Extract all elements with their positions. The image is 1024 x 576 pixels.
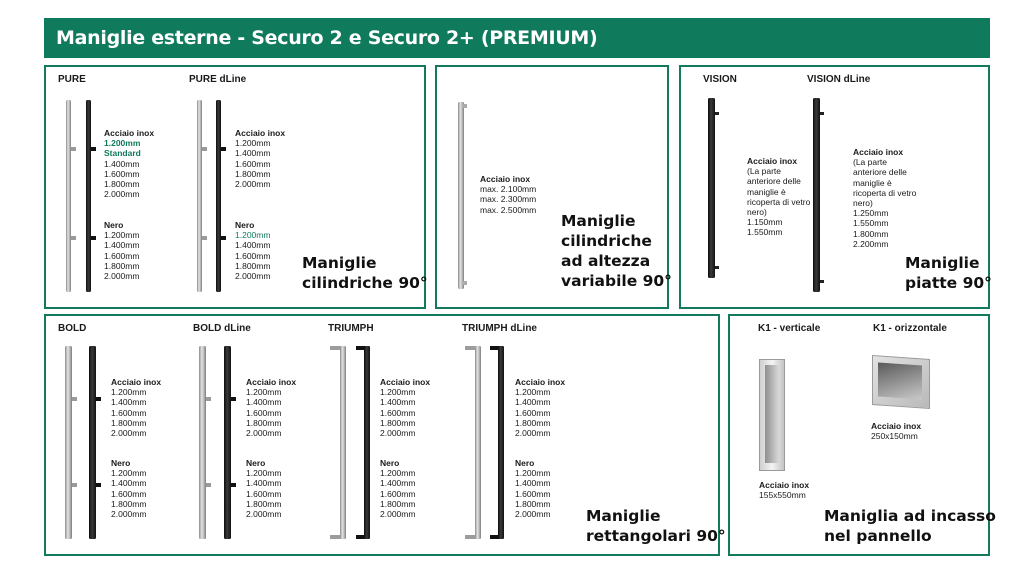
bold-black-mount bbox=[96, 483, 101, 487]
spec-line: nero) bbox=[853, 198, 873, 209]
spec-size: 1.200mm bbox=[515, 387, 551, 398]
spec-size: 1.600mm bbox=[104, 168, 140, 179]
category-line: ad altezza bbox=[561, 252, 651, 270]
pure-dline-black-mount bbox=[221, 236, 226, 240]
category-line: rettangolari 90° bbox=[586, 527, 726, 545]
variable-handle-mount bbox=[463, 281, 467, 285]
product-name-k1-vertical: K1 - verticale bbox=[758, 323, 821, 334]
spec-size: 1.600mm bbox=[246, 488, 282, 499]
spec-size: 1.800mm bbox=[235, 260, 271, 271]
spec-size: 1.400mm bbox=[111, 478, 147, 489]
pure-black-specs bbox=[104, 220, 139, 281]
variable-handle-mount bbox=[463, 104, 467, 108]
spec-line: (La parte bbox=[747, 166, 782, 177]
spec-title: Acciaio inox bbox=[853, 147, 904, 157]
spec-title: Acciaio inox bbox=[380, 377, 431, 387]
bold-dline-black-mount bbox=[231, 483, 236, 487]
spec-size: 1.400mm bbox=[380, 397, 416, 408]
pure-dline-steel-specs bbox=[235, 128, 285, 189]
bold-steel-specs bbox=[111, 377, 161, 438]
product-name-pure: PURE bbox=[58, 74, 86, 85]
spec-size: 1.200mm bbox=[515, 468, 551, 479]
category-line: Maniglia ad incasso bbox=[824, 507, 996, 525]
triumph-dline-black-specs bbox=[515, 458, 550, 519]
spec-size: 1.400mm bbox=[235, 148, 271, 159]
spec-size: 1.800mm bbox=[246, 498, 282, 509]
spec-size: 2.000mm bbox=[380, 428, 416, 439]
spec-size: 1.200mm bbox=[104, 230, 140, 241]
triumph-dline-steel-specs bbox=[515, 377, 565, 438]
k1-vertical-specs bbox=[759, 480, 809, 500]
spec-size: 1.800mm bbox=[853, 228, 889, 239]
k1-horizontal-recess bbox=[878, 362, 922, 399]
spec-size: max. 2.100mm bbox=[480, 184, 537, 195]
spec-size: 1.200mm bbox=[111, 468, 147, 479]
pure-steel-specs bbox=[104, 128, 154, 199]
triumph-dline-black-grip bbox=[498, 346, 504, 539]
spec-line: (La parte bbox=[853, 157, 888, 168]
spec-size: 1.600mm bbox=[380, 488, 416, 499]
spec-size: 2.000mm bbox=[246, 509, 282, 520]
spec-size: 1.200mm bbox=[111, 387, 147, 398]
spec-size: 1.200mm bbox=[246, 387, 282, 398]
spec-size: 1.800mm bbox=[380, 417, 416, 428]
triumph-steel-specs bbox=[380, 377, 430, 438]
page-title: Maniglie esterne - Securo 2 e Securo 2+ (PREMIUM) bbox=[56, 27, 598, 49]
spec-line: maniglie è bbox=[853, 177, 892, 188]
product-name-vision: VISION bbox=[703, 74, 737, 85]
product-name-triumph: TRIUMPH bbox=[328, 323, 374, 334]
spec-line: ricoperta di vetro bbox=[747, 196, 811, 207]
spec-size: max. 2.500mm bbox=[480, 204, 537, 215]
category-line: Maniglie bbox=[586, 507, 661, 525]
spec-size: 1.200mm bbox=[380, 387, 416, 398]
vision-dline-handle-mount bbox=[820, 280, 824, 283]
spec-title: Acciaio inox bbox=[246, 377, 297, 387]
pure-steel-mount bbox=[71, 147, 76, 151]
spec-size: 1.600mm bbox=[515, 407, 551, 418]
spec-size: 1.200mm bbox=[235, 230, 271, 241]
spec-size: 1.600mm bbox=[380, 407, 416, 418]
category-line: Maniglie bbox=[905, 254, 980, 272]
spec-title: Acciaio inox bbox=[111, 377, 162, 387]
bold-dline-steel-mount bbox=[206, 483, 211, 487]
k1-horizontal-specs bbox=[871, 421, 921, 441]
triumph-black-grip bbox=[364, 346, 370, 539]
spec-line: anteriore delle bbox=[747, 176, 801, 187]
spec-size: 1.800mm bbox=[104, 179, 140, 190]
product-name-bold-dline: BOLD dLine bbox=[193, 323, 251, 334]
spec-size: 1.800mm bbox=[246, 417, 282, 428]
spec-size: 1.600mm bbox=[111, 488, 147, 499]
k1-vertical-recess bbox=[765, 365, 779, 463]
category-line: cilindriche bbox=[561, 232, 652, 250]
vision-dline-specs bbox=[853, 147, 916, 249]
pure-steel-mount bbox=[71, 236, 76, 240]
spec-size: max. 2.300mm bbox=[480, 194, 537, 205]
spec-size: 1.400mm bbox=[515, 397, 551, 408]
spec-size: 2.000mm bbox=[246, 428, 282, 439]
spec-line: anteriore delle bbox=[853, 167, 907, 178]
spec-size: 1.200mm bbox=[380, 468, 416, 479]
vision-handle-mount bbox=[715, 112, 719, 115]
spec-size: 1.200mm bbox=[104, 138, 141, 149]
triumph-steel-grip bbox=[340, 346, 346, 539]
pure-black-mount bbox=[91, 236, 96, 240]
bold-steel-mount bbox=[72, 483, 77, 487]
spec-size: 1.800mm bbox=[380, 498, 416, 509]
spec-title: Acciaio inox bbox=[235, 128, 286, 138]
spec-title: Nero bbox=[104, 220, 124, 230]
bold-dline-steel-specs bbox=[246, 377, 296, 438]
bold-dline-steel-mount bbox=[206, 397, 211, 401]
pure-dline-steel-mount bbox=[202, 236, 207, 240]
spec-size: 2.000mm bbox=[111, 509, 147, 520]
spec-size: 2.000mm bbox=[235, 179, 271, 190]
spec-size: 1.150mm bbox=[747, 217, 783, 228]
bold-steel-mount bbox=[72, 397, 77, 401]
category-line: piatte 90° bbox=[905, 274, 992, 292]
spec-size: 1.200mm bbox=[235, 138, 271, 149]
spec-title: Acciaio inox bbox=[480, 174, 531, 184]
triumph-black-specs bbox=[380, 458, 415, 519]
spec-title: Acciaio inox bbox=[871, 421, 922, 431]
spec-size: 155x550mm bbox=[759, 490, 806, 501]
spec-standard-label: Standard bbox=[104, 148, 141, 159]
category-line: Maniglie bbox=[302, 254, 377, 272]
spec-size: 1.400mm bbox=[380, 478, 416, 489]
bold-dline-black-specs bbox=[246, 458, 281, 519]
spec-size: 1.400mm bbox=[104, 158, 140, 169]
category-title-cylindrical bbox=[302, 253, 428, 293]
bold-black-specs bbox=[111, 458, 146, 519]
category-title-flat bbox=[905, 253, 992, 293]
vision-dline-handle-mount bbox=[820, 112, 824, 115]
spec-size: 2.000mm bbox=[111, 428, 147, 439]
variable-handle-image bbox=[458, 102, 464, 289]
spec-size: 1.800mm bbox=[515, 417, 551, 428]
spec-size: 1.600mm bbox=[235, 250, 271, 261]
spec-size: 1.800mm bbox=[111, 498, 147, 509]
vision-handle-image bbox=[708, 98, 715, 278]
spec-size: 2.200mm bbox=[853, 238, 889, 249]
product-name-vision-dline: VISION dLine bbox=[807, 74, 871, 85]
bold-dline-black-mount bbox=[231, 397, 236, 401]
category-line: cilindriche 90° bbox=[302, 274, 428, 292]
spec-size: 2.000mm bbox=[515, 428, 551, 439]
spec-size: 2.000mm bbox=[515, 509, 551, 520]
bold-dline-black-handle-image bbox=[224, 346, 231, 539]
product-name-pure-dline: PURE dLine bbox=[189, 74, 247, 85]
bold-steel-handle-image bbox=[65, 346, 72, 539]
pure-steel-handle-image bbox=[66, 100, 71, 292]
pure-dline-black-handle-image bbox=[216, 100, 221, 292]
pure-dline-black-specs bbox=[235, 220, 270, 281]
spec-title: Nero bbox=[111, 458, 131, 468]
pure-black-handle-image bbox=[86, 100, 91, 292]
bold-black-mount bbox=[96, 397, 101, 401]
bold-dline-steel-handle-image bbox=[199, 346, 206, 539]
spec-title: Nero bbox=[515, 458, 535, 468]
spec-title: Acciaio inox bbox=[104, 128, 155, 138]
spec-title: Nero bbox=[380, 458, 400, 468]
spec-size: 250x150mm bbox=[871, 431, 918, 442]
bold-black-handle-image bbox=[89, 346, 96, 539]
spec-size: 1.400mm bbox=[246, 478, 282, 489]
spec-size: 1.550mm bbox=[853, 218, 889, 229]
spec-size: 2.000mm bbox=[235, 271, 271, 282]
pure-dline-steel-mount bbox=[202, 147, 207, 151]
category-title-variable bbox=[561, 211, 672, 291]
vision-specs bbox=[747, 156, 810, 238]
spec-size: 1.800mm bbox=[235, 168, 271, 179]
spec-size: 2.000mm bbox=[104, 271, 140, 282]
vision-handle-mount bbox=[715, 266, 719, 269]
spec-size: 1.200mm bbox=[246, 468, 282, 479]
spec-size: 1.400mm bbox=[111, 397, 147, 408]
product-name-k1-horizontal: K1 - orizzontale bbox=[873, 323, 947, 334]
pure-dline-black-mount bbox=[221, 147, 226, 151]
spec-title: Nero bbox=[246, 458, 266, 468]
spec-title: Acciaio inox bbox=[747, 156, 798, 166]
page-header bbox=[44, 18, 990, 58]
category-line: Maniglie bbox=[561, 212, 636, 230]
category-title-recessed bbox=[824, 506, 996, 546]
spec-size: 1.400mm bbox=[246, 397, 282, 408]
spec-size: 1.400mm bbox=[515, 478, 551, 489]
triumph-dline-steel-grip bbox=[475, 346, 481, 539]
spec-size: 1.800mm bbox=[104, 260, 140, 271]
spec-size: 1.800mm bbox=[111, 417, 147, 428]
spec-size: 1.400mm bbox=[104, 240, 140, 251]
spec-title: Acciaio inox bbox=[759, 480, 810, 490]
spec-size: 1.250mm bbox=[853, 208, 889, 219]
spec-size: 1.400mm bbox=[235, 240, 271, 251]
pure-dline-steel-handle-image bbox=[197, 100, 202, 292]
spec-line: ricoperta di vetro bbox=[853, 187, 917, 198]
spec-size: 1.600mm bbox=[246, 407, 282, 418]
spec-line: nero) bbox=[747, 207, 767, 218]
vision-dline-handle-image bbox=[813, 98, 820, 292]
pure-black-mount bbox=[91, 147, 96, 151]
spec-size: 1.600mm bbox=[104, 250, 140, 261]
variable-steel-specs bbox=[480, 174, 536, 215]
spec-size: 1.550mm bbox=[747, 227, 783, 238]
spec-title: Acciaio inox bbox=[515, 377, 566, 387]
category-line: nel pannello bbox=[824, 527, 932, 545]
spec-size: 1.600mm bbox=[515, 488, 551, 499]
spec-size: 1.800mm bbox=[515, 498, 551, 509]
spec-size: 2.000mm bbox=[380, 509, 416, 520]
spec-line: maniglie è bbox=[747, 186, 786, 197]
category-title-rectangular bbox=[586, 506, 726, 546]
product-name-bold: BOLD bbox=[58, 323, 87, 334]
spec-size: 1.600mm bbox=[111, 407, 147, 418]
product-name-triumph-dline: TRIUMPH dLine bbox=[462, 323, 537, 334]
spec-size: 2.000mm bbox=[104, 189, 140, 200]
spec-title: Nero bbox=[235, 220, 255, 230]
spec-size: 1.600mm bbox=[235, 158, 271, 169]
category-line: variabile 90° bbox=[561, 272, 672, 290]
